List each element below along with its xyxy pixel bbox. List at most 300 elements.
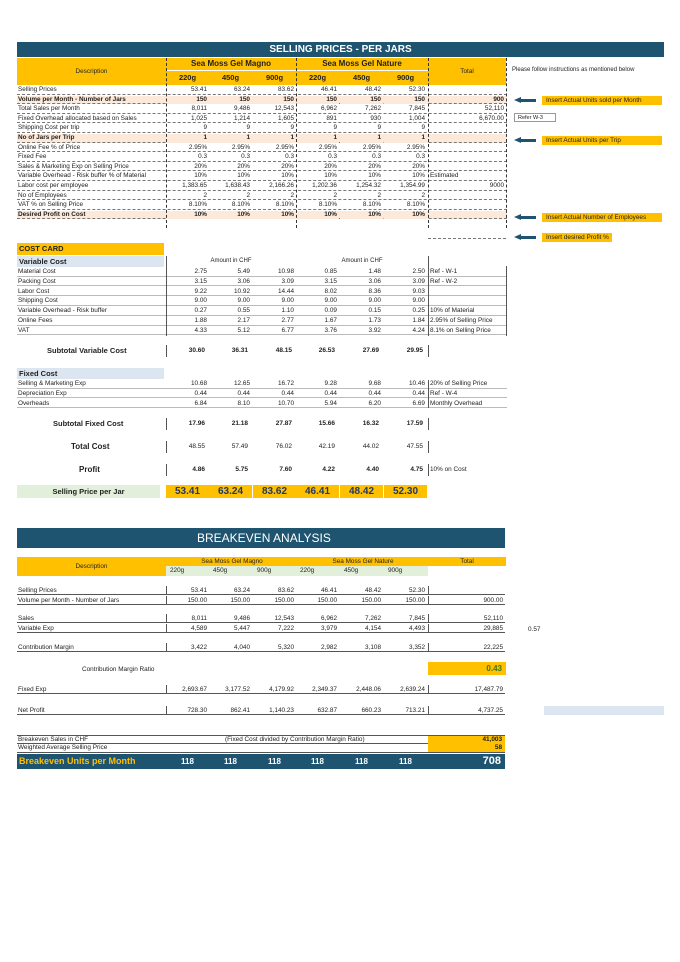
- selling-row: [17, 144, 507, 153]
- row-value: 2.95%: [318, 143, 337, 151]
- divider: [166, 624, 167, 633]
- row-value: 9: [377, 124, 381, 132]
- total-header: Total: [428, 58, 506, 85]
- be-value: 2,639.24: [400, 686, 425, 693]
- row-value: 150: [340, 96, 383, 105]
- row-value: 9,486: [234, 105, 250, 113]
- price-value: 48.42: [340, 485, 383, 498]
- size-header: 900g: [265, 73, 284, 82]
- divider: [166, 614, 167, 623]
- row-value: 150: [166, 96, 209, 105]
- cost-value: 10.68: [191, 380, 207, 387]
- be-row: [17, 586, 505, 595]
- be-value: 4,493: [409, 624, 425, 632]
- row-value: 0.3: [416, 153, 425, 161]
- cost-value: 0.44: [194, 389, 207, 397]
- divider: [428, 464, 429, 476]
- cost-value: 9.00: [324, 297, 337, 305]
- row-value: 150: [296, 96, 339, 105]
- row-value: 52.30: [409, 86, 425, 93]
- cost-row: [17, 288, 507, 297]
- be-size: 450g: [344, 567, 359, 574]
- selling-row: [17, 105, 507, 114]
- be-total: 52,110: [483, 615, 503, 622]
- cost-value: 3.06: [237, 277, 250, 285]
- cost-label: VAT: [18, 326, 30, 334]
- cost-value: 9.00: [368, 297, 381, 305]
- cost-value: 0.44: [412, 389, 425, 397]
- divider: [428, 624, 429, 633]
- subtotal-fixed-row: [17, 418, 512, 430]
- be-label: Fixed Exp: [18, 686, 47, 693]
- summary-value: 16.32: [362, 420, 379, 427]
- be-product2-header: Sea Moss Gel Nature: [298, 557, 428, 566]
- be-value: 632.87: [317, 707, 337, 714]
- row-value: 1: [296, 134, 339, 143]
- cost-value: 5.94: [324, 399, 337, 407]
- breakeven-banner: BREAKEVEN ANALYSIS: [17, 528, 505, 548]
- cost-label: Material Cost: [18, 268, 56, 275]
- cost-value: 9.22: [194, 287, 207, 295]
- row-value: 53.41: [191, 86, 207, 93]
- row-value: 8.10%: [275, 201, 294, 209]
- cost-value: 0.55: [237, 307, 250, 315]
- row-value: 9: [290, 124, 294, 132]
- be-label: Volume per Month - Number of Jars: [18, 596, 120, 604]
- cost-value: 3.09: [281, 277, 294, 285]
- cost-value: 8.02: [324, 287, 337, 295]
- be-units-value: 118: [268, 757, 281, 766]
- cost-value: 9.68: [368, 380, 381, 387]
- arrow-units-icon: [514, 97, 536, 104]
- selling-row: [17, 153, 507, 162]
- be-total-header: Total: [428, 557, 506, 566]
- divider: [428, 441, 429, 453]
- be-units-value: 118: [181, 757, 194, 766]
- row-value: 150: [253, 96, 296, 105]
- be-sales-label: Breakeven Sales in CHF: [18, 736, 88, 743]
- row-value: 8.10%: [318, 201, 337, 209]
- be-value: 150.00: [361, 596, 381, 604]
- row-value: 20%: [237, 162, 250, 170]
- be-row: [17, 685, 505, 694]
- row-label: VAT % on Selling Price: [18, 201, 84, 209]
- selling-row: [17, 86, 507, 95]
- be-value: 4,040: [234, 644, 250, 651]
- size-header: 900g: [396, 73, 415, 82]
- be-product1-header: Sea Moss Gel Magno: [166, 557, 298, 566]
- fixed-cost-grid: [17, 380, 512, 410]
- be-side-value: 0.57: [528, 626, 541, 633]
- row-value: 20%: [412, 162, 425, 170]
- be-value: 3,177.52: [225, 686, 250, 693]
- row-value: 2.95%: [362, 143, 381, 151]
- note-units: Insert Actual Units sold per Month: [542, 96, 662, 105]
- be-label: Selling Prices: [18, 587, 57, 594]
- row-value: 2: [246, 191, 250, 199]
- row-label: No of Jars per Trip: [18, 134, 75, 141]
- summary-value: 21.18: [231, 420, 248, 427]
- row-value: 10%: [340, 211, 383, 220]
- row-value: 8.10%: [188, 201, 207, 209]
- be-value: 83.62: [278, 587, 294, 594]
- cost-value: 9.28: [324, 380, 337, 387]
- arrow-profit-icon: [514, 234, 536, 241]
- be-label: Sales: [18, 615, 34, 622]
- cost-row: [17, 317, 507, 326]
- row-value: 2,166.26: [269, 182, 294, 189]
- be-value: 7,222: [278, 624, 294, 632]
- arrow-trip-icon: [514, 137, 536, 144]
- summary-value: 4.40: [366, 466, 379, 473]
- size-header: 450g: [221, 73, 240, 82]
- divider: [166, 596, 167, 605]
- row-value: 2.95%: [188, 143, 207, 151]
- be-value: 52.30: [409, 587, 425, 594]
- divider: [428, 345, 429, 357]
- selling-row: [17, 96, 507, 105]
- be-value: 8,011: [191, 615, 207, 622]
- note-employees: Insert Actual Number of Employees: [542, 213, 662, 222]
- row-label: Variable Overhead - Risk buffer % of Material: [18, 172, 146, 180]
- size-header: 450g: [352, 73, 371, 82]
- row-value: 2: [290, 191, 294, 199]
- summary-value: 36.31: [231, 347, 248, 354]
- be-value: 150.00: [230, 596, 250, 604]
- size-header-row: [166, 71, 428, 85]
- row-value: 10%: [324, 172, 337, 180]
- be-sales-note: (Fixed Cost divided by Contribution Margin Ratio): [225, 736, 365, 743]
- row-value: 20%: [368, 162, 381, 170]
- variable-cost-title: Variable Cost: [17, 256, 164, 267]
- be-value: 5,447: [234, 624, 250, 632]
- summary-value: 47.55: [406, 443, 423, 450]
- cost-note: 10% of Material: [430, 307, 475, 315]
- be-fixed-block: [0, 685, 680, 695]
- row-label: Fixed Overhead allocated based on Sales: [18, 114, 137, 122]
- row-label: Labor cost per employee: [18, 182, 89, 189]
- summary-label: Profit: [79, 465, 100, 474]
- be-value: 2,448.06: [356, 686, 381, 693]
- row-value: 10%: [368, 172, 381, 180]
- be-value: 1,140.23: [269, 707, 294, 714]
- summary-value: 44.02: [362, 443, 379, 450]
- row-value: 8.10%: [231, 201, 250, 209]
- summary-value: 26.53: [318, 347, 335, 354]
- be-value: 5,320: [278, 644, 294, 651]
- row-value: 0.3: [198, 153, 207, 161]
- be-value: 150.00: [274, 596, 294, 604]
- row-value: 9: [246, 124, 250, 132]
- row-value: 48.42: [365, 86, 381, 93]
- row-value: 1,202.36: [312, 182, 337, 189]
- be-value: 862.41: [230, 707, 250, 714]
- be-value: 48.42: [365, 587, 381, 594]
- note-trip: Insert Actual Units per Trip: [542, 136, 662, 145]
- row-label: Selling Prices: [18, 86, 57, 93]
- cost-value: 6.84: [194, 399, 207, 407]
- summary-value: 4.75: [410, 466, 423, 473]
- side-highlight-bar: [544, 706, 664, 715]
- be-row: [17, 706, 505, 715]
- selling-row: [17, 192, 507, 201]
- row-value: 10%: [296, 211, 339, 220]
- be-total: 22,225: [483, 644, 503, 651]
- cost-label: Depreciation Exp: [18, 389, 67, 397]
- cost-value: 2.77: [281, 317, 294, 324]
- price-label: Selling Price per Jar: [17, 485, 160, 498]
- summary-label: Subtotal Variable Cost: [47, 346, 127, 355]
- row-total: 6,670.00: [479, 114, 504, 122]
- cost-label: Overheads: [18, 399, 50, 407]
- be-units-value: 118: [355, 757, 368, 766]
- be-units-value: 118: [399, 757, 412, 766]
- row-value: 0.3: [241, 153, 250, 161]
- wasp-row: [17, 744, 505, 753]
- row-value: 0.3: [372, 153, 381, 161]
- be-value: 4,179.92: [269, 686, 294, 693]
- cost-note: Ref - W-4: [430, 389, 458, 397]
- be-size: 220g: [170, 567, 185, 574]
- be-value: 4,154: [365, 624, 381, 632]
- summary-value: 29.95: [406, 347, 423, 354]
- cost-value: 10.46: [409, 380, 425, 387]
- be-size: 220g: [300, 567, 315, 574]
- be-row: [17, 596, 505, 605]
- cost-value: 3.06: [368, 277, 381, 285]
- cost-value: 1.73: [368, 317, 381, 324]
- divider: [428, 643, 429, 652]
- cost-card-title: COST CARD: [17, 243, 164, 255]
- price-value: 53.41: [166, 485, 209, 498]
- cost-row: [17, 327, 507, 336]
- be-size: 900g: [388, 567, 403, 574]
- cost-value: 9.00: [412, 297, 425, 305]
- cost-value: 0.09: [324, 307, 337, 315]
- cost-label: Variable Overhead - Risk buffer: [18, 307, 107, 315]
- fixed-cost-title: Fixed Cost: [17, 368, 164, 379]
- be-block-2: [0, 614, 680, 634]
- summary-value: 48.55: [188, 443, 205, 450]
- row-value: 10%: [166, 211, 209, 220]
- divider: [166, 685, 167, 694]
- cost-note: Ref - W-2: [430, 277, 458, 285]
- product1-header: Sea Moss Gel Magno: [166, 58, 296, 70]
- row-value: 0.3: [328, 153, 337, 161]
- cost-note: 2.95% of Selling Price: [430, 317, 493, 324]
- be-units-value: 118: [311, 757, 324, 766]
- be-total: 29,885: [483, 624, 503, 632]
- cost-value: 10.70: [278, 399, 294, 407]
- divider: [166, 418, 167, 430]
- be-value: 3,422: [191, 644, 207, 651]
- row-value: 2.95%: [231, 143, 250, 151]
- divider: [166, 464, 167, 476]
- be-value: 7,845: [409, 615, 425, 622]
- row-label: Sales & Marketing Exp on Selling Price: [18, 162, 129, 170]
- cost-value: 16.72: [278, 380, 294, 387]
- divider: [166, 345, 167, 357]
- cost-value: 9.03: [412, 287, 425, 295]
- selling-row: [17, 115, 507, 124]
- summary-value: 17.59: [406, 420, 423, 427]
- be-units-value: 118: [224, 757, 237, 766]
- row-value: 10%: [412, 172, 425, 180]
- cost-value: 2.17: [237, 317, 250, 324]
- cost-row: [17, 268, 507, 277]
- cost-note: 8.1% on Selling Price: [430, 326, 491, 334]
- row-value: 10%: [384, 211, 427, 220]
- cost-value: 4.33: [194, 326, 207, 334]
- row-value: 8,011: [191, 105, 207, 113]
- divider: [166, 441, 167, 453]
- be-total: 4,737.25: [478, 707, 503, 714]
- wasp-value: 58: [428, 744, 505, 752]
- total-cost-row: [17, 441, 512, 453]
- summary-label: Subtotal Fixed Cost: [53, 419, 124, 428]
- cost-value: 6.77: [281, 326, 294, 334]
- variable-cost-grid: [17, 268, 512, 338]
- be-value: 6,962: [321, 615, 337, 622]
- cost-value: 10.98: [278, 268, 294, 275]
- cost-value: 0.44: [237, 389, 250, 397]
- cost-label: Labor Cost: [18, 287, 50, 295]
- row-value: 6,962: [321, 105, 337, 113]
- price-value: 52.30: [384, 485, 427, 498]
- summary-value: 57.49: [231, 443, 248, 450]
- row-value: 10%: [209, 211, 252, 220]
- summary-value: 4.86: [192, 466, 205, 473]
- divider: [428, 706, 429, 715]
- row-value: 10%: [253, 211, 296, 220]
- row-value: 12,543: [274, 105, 294, 113]
- be-value: 2,982: [321, 644, 337, 651]
- cost-value: 3.92: [368, 326, 381, 334]
- cost-value: 1.84: [412, 317, 425, 324]
- row-value: 2: [203, 191, 207, 199]
- row-value: 7,262: [365, 105, 381, 113]
- cost-value: 9.00: [237, 297, 250, 305]
- cost-row: [17, 278, 507, 287]
- cost-value: 0.44: [368, 389, 381, 397]
- row-value: 10%: [237, 172, 250, 180]
- row-value: 1,025: [191, 114, 207, 122]
- be-value: 3,352: [409, 644, 425, 651]
- arrow-employees-icon: [514, 214, 536, 221]
- row-label: No of Employees: [18, 191, 67, 199]
- divider: [428, 614, 429, 623]
- row-value: 1,004: [409, 114, 425, 122]
- row-value: 1: [166, 134, 209, 143]
- cost-value: 6.69: [412, 399, 425, 407]
- row-value: 9: [333, 124, 337, 132]
- summary-value: 76.02: [275, 443, 292, 450]
- row-value: 1: [384, 134, 427, 143]
- be-value: 63.24: [234, 587, 250, 594]
- profit-row: [17, 464, 512, 476]
- cost-value: 8.36: [368, 287, 381, 295]
- row-value: 2: [333, 191, 337, 199]
- wasp-label: Weighted Average Selling Price: [18, 744, 108, 751]
- description-header: Description: [17, 58, 166, 85]
- cost-value: 2.75: [194, 268, 207, 275]
- cost-value: 8.10: [237, 399, 250, 407]
- refer-w3-box: Refer W-3: [514, 113, 556, 122]
- row-value: 10%: [194, 172, 207, 180]
- selling-price-row: [17, 485, 512, 498]
- cost-value: 1.88: [194, 317, 207, 324]
- cost-label: Selling & Marketing Exp: [18, 380, 86, 387]
- size-header: 220g: [308, 73, 327, 82]
- be-value: 3,979: [321, 624, 337, 632]
- row-value: 2.95%: [406, 143, 425, 151]
- cm-ratio-value: 0.43: [428, 662, 506, 675]
- row-value: 1,354.99: [400, 182, 425, 189]
- row-value: 1,214: [234, 114, 250, 122]
- be-value: 53.41: [191, 587, 207, 594]
- row-value: 0.3: [285, 153, 294, 161]
- row-value: 20%: [281, 162, 294, 170]
- row-value: 10%: [281, 172, 294, 180]
- row-label: Volume per Month - Number of Jars: [18, 95, 126, 103]
- be-size: 900g: [257, 567, 272, 574]
- cost-row: [17, 390, 507, 399]
- be-size: 450g: [213, 567, 228, 574]
- be-value: 9,486: [234, 615, 250, 622]
- cost-row: [17, 400, 507, 409]
- be-row: [17, 643, 505, 652]
- cost-value: 3.15: [194, 277, 207, 285]
- be-size-row: [166, 566, 428, 576]
- be-label: Net Profit: [18, 707, 45, 714]
- be-value: 150.00: [187, 596, 207, 604]
- row-value: 1,254.32: [356, 182, 381, 189]
- be-value: 660.23: [361, 707, 381, 714]
- cost-value: 0.44: [281, 389, 294, 397]
- be-block-1: [0, 586, 680, 606]
- summary-value: 17.96: [188, 420, 205, 427]
- be-value: 12,543: [274, 615, 294, 622]
- summary-value: 30.60: [188, 347, 205, 354]
- divider: [166, 706, 167, 715]
- be-value: 150.00: [317, 596, 337, 604]
- divider: [428, 418, 429, 430]
- row-value: 2.95%: [275, 143, 294, 151]
- row-label: Total Sales per Month: [18, 105, 80, 113]
- be-label: Contribution Margin: [18, 644, 74, 651]
- row-value: 150: [384, 96, 427, 105]
- be-value: 2,693.67: [182, 686, 207, 693]
- cost-value: 5.12: [237, 326, 250, 334]
- row-value: 1: [253, 134, 296, 143]
- summary-value: 5.75: [235, 466, 248, 473]
- row-value: 83.62: [278, 86, 294, 93]
- row-label: Shipping Cost per trip: [18, 124, 80, 132]
- selling-row: [17, 211, 507, 220]
- row-value: 63.24: [234, 86, 250, 93]
- cost-value: 0.27: [194, 307, 207, 315]
- divider: [428, 685, 429, 694]
- be-label: Variable Exp: [18, 624, 54, 632]
- cost-value: 12.65: [234, 380, 250, 387]
- be-total: 900.00: [483, 596, 503, 604]
- row-value: 1,605: [278, 114, 294, 122]
- selling-row: [17, 163, 507, 172]
- cost-value: 0.15: [368, 307, 381, 315]
- row-value: 8.10%: [362, 201, 381, 209]
- cost-value: 5.49: [237, 268, 250, 275]
- cost-value: 3.15: [324, 277, 337, 285]
